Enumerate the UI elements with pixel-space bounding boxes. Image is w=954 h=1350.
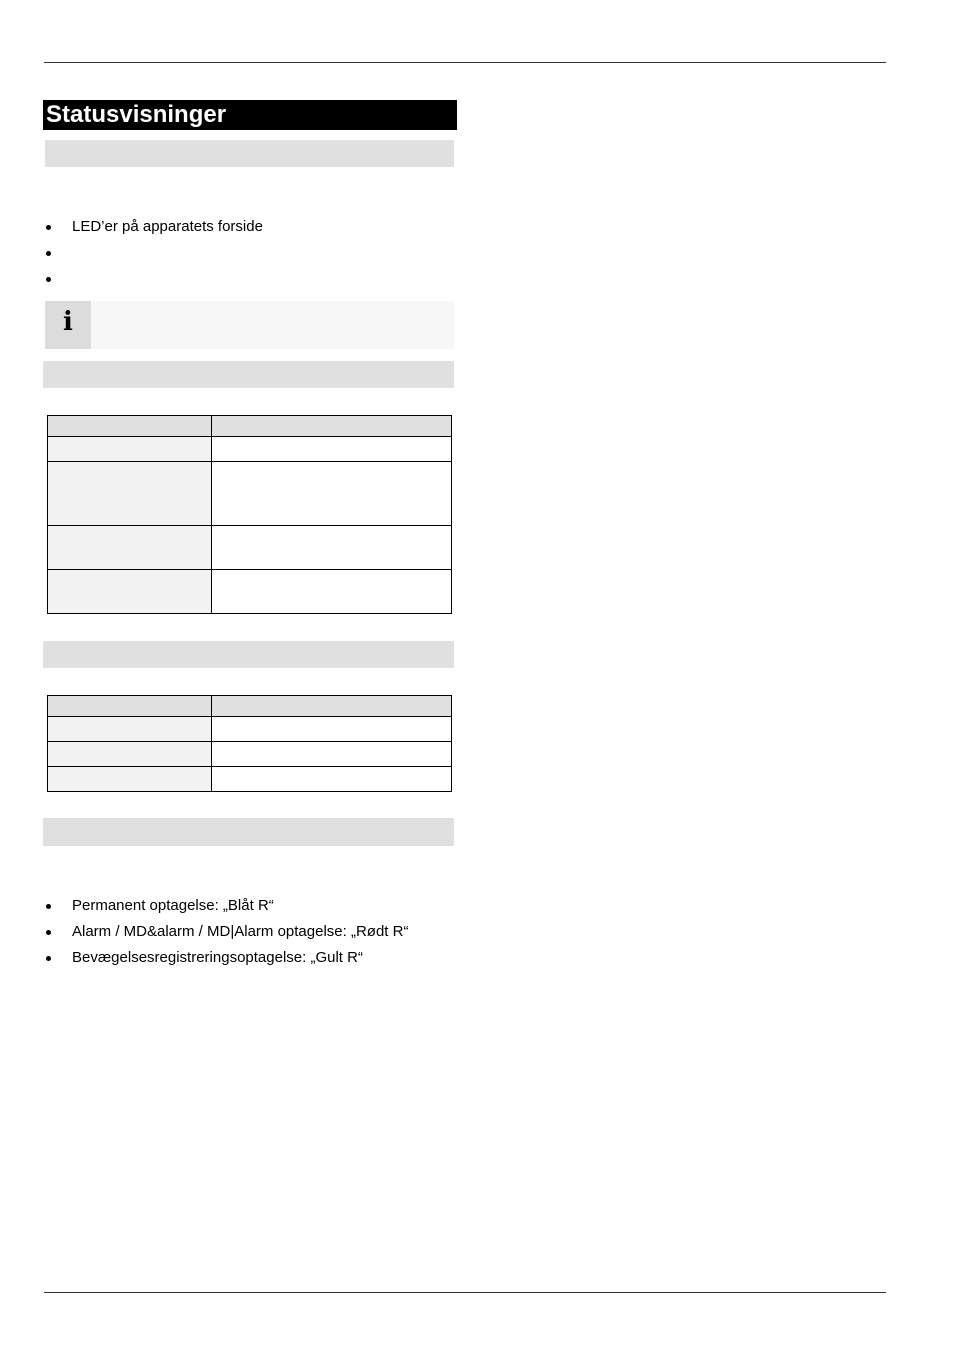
page-title: Statusvisninger: [43, 100, 457, 130]
table-cell: [48, 742, 212, 767]
bullet-icon: [46, 904, 51, 909]
table-header-cell: [212, 696, 452, 717]
table-cell: [212, 462, 452, 526]
table-cell: [212, 767, 452, 792]
section-heading-3: [43, 641, 454, 668]
table-cell: [212, 717, 452, 742]
table-row: [48, 742, 452, 767]
table-cell: [48, 437, 212, 462]
table-row: [48, 526, 452, 570]
led-status-table: [47, 415, 452, 614]
table-row: [48, 767, 452, 792]
table-cell: [48, 462, 212, 526]
table-cell: [48, 717, 212, 742]
bullet-icon: [46, 251, 51, 256]
table-cell: [212, 742, 452, 767]
table-header-cell: [212, 416, 452, 437]
table-row: [48, 462, 452, 526]
table-row: [48, 437, 452, 462]
header-rule: [44, 62, 886, 63]
table-row: [48, 570, 452, 614]
table-cell: [212, 526, 452, 570]
table-header-row: [48, 416, 452, 437]
list-item: [44, 949, 408, 975]
list-item-text: Bevægelsesregistreringsoptagelse: „Gult R“: [72, 949, 363, 966]
footer-rule: [44, 1292, 886, 1293]
list-item: [44, 897, 408, 923]
bullet-icon: [46, 956, 51, 961]
table-cell: [48, 526, 212, 570]
bullet-icon: [46, 930, 51, 935]
list-item: [44, 244, 263, 270]
table-cell: [212, 570, 452, 614]
list-item: [44, 923, 408, 949]
list-item-text: Permanent optagelse: „Blåt R“: [72, 897, 274, 914]
section-heading-1: [45, 140, 454, 167]
status-table-2: [47, 695, 452, 792]
table-header-cell: [48, 416, 212, 437]
bullet-icon: [46, 225, 51, 230]
table-header-cell: [48, 696, 212, 717]
list-item-text: LED’er på apparatets forside: [72, 218, 263, 235]
bullet-list-status-sources: [44, 218, 263, 296]
table-cell: [212, 437, 452, 462]
list-item-text: Alarm / MD&alarm / MD|Alarm optagelse: „Rødt R“: [72, 923, 409, 940]
bullet-list-recording-indicators: [44, 897, 408, 975]
info-note: [45, 301, 454, 349]
list-item: [44, 218, 263, 244]
info-icon: i: [63, 307, 73, 337]
table-header-row: [48, 696, 452, 717]
list-item: [44, 270, 263, 296]
info-icon-cell: [45, 301, 91, 349]
section-heading-4: [43, 818, 454, 846]
table-cell: [48, 767, 212, 792]
section-heading-2: [43, 361, 454, 388]
table-row: [48, 717, 452, 742]
table-cell: [48, 570, 212, 614]
bullet-icon: [46, 277, 51, 282]
